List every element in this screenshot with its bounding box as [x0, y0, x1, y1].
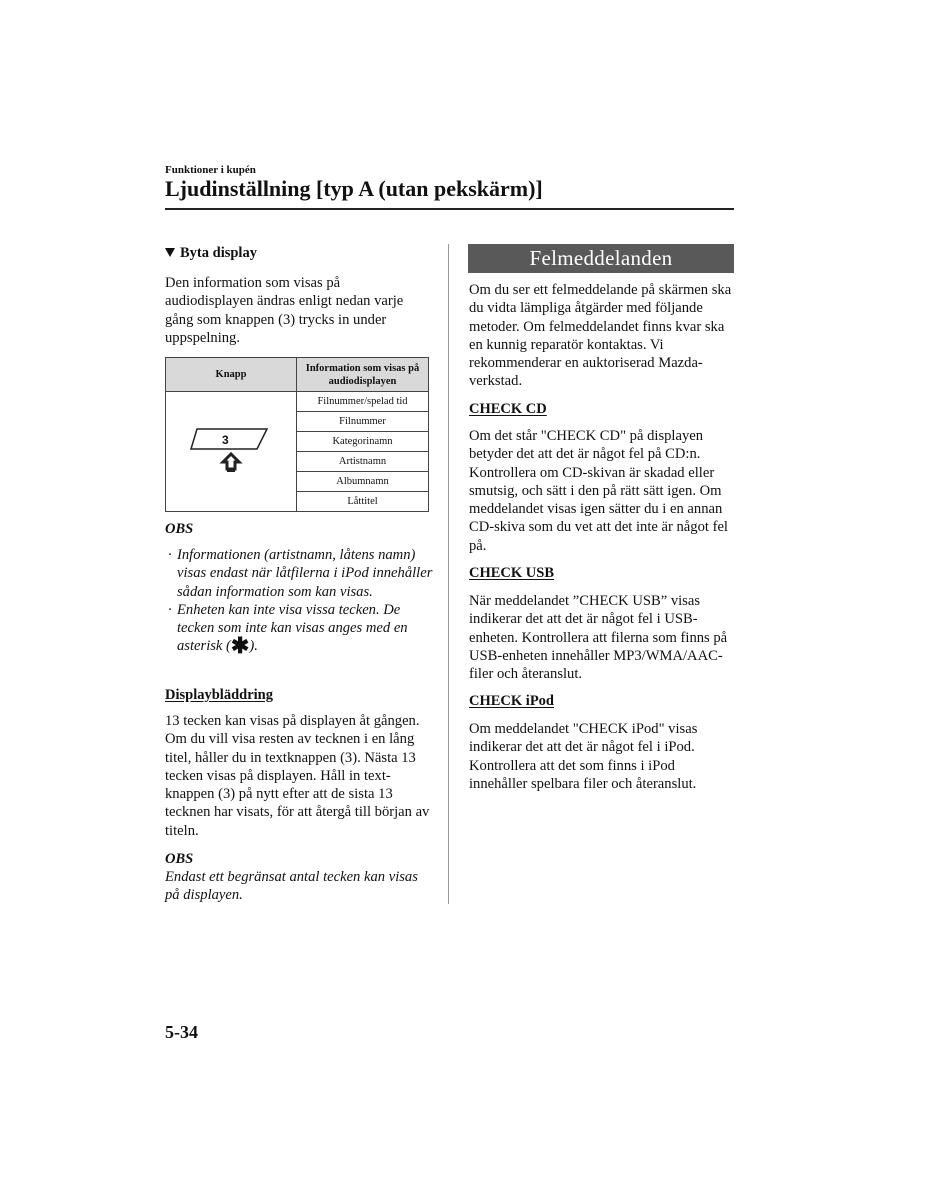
- page-number: 5-34: [165, 1022, 198, 1042]
- obs-bullet: · Enheten kan inte visa vissa tecken. De tecken som inte kan visas anges med en asterisk (✱).: [168, 601, 408, 659]
- check-ipod-heading: CHECK iPod: [469, 693, 554, 709]
- byta-display-heading: Byta display: [165, 244, 431, 262]
- obs-bullet: · Informationen (artistnamn, låtens namn) visas endast när låtfilerna i iPod innehåller sådan information som kan visas.: [168, 547, 433, 600]
- felmeddelanden-banner: Felmeddelanden: [468, 244, 734, 273]
- check-ipod-text: Om meddelandet "CHECK iPod" visas indikerar det att det är något fel i iPod. Kontrollera att det som finns i iPod innehåller spelbara filer och återanslut.: [469, 721, 698, 792]
- obs-label: OBS: [165, 851, 194, 867]
- display-info-table: [165, 357, 429, 512]
- check-usb-heading: CHECK USB: [469, 565, 555, 581]
- obs-notes: [165, 546, 435, 659]
- table-cell-info: Låttitel: [297, 492, 429, 512]
- button-illustration-cell: [166, 392, 297, 512]
- table-cell-info: Filnummer/spelad tid: [297, 392, 429, 412]
- table-row: [166, 392, 429, 412]
- displayblaeddring-heading: Displaybläddring: [165, 687, 273, 703]
- page-title: Ljudinställning [typ A (utan pekskärm)]: [165, 176, 543, 201]
- triangle-down-icon: [165, 248, 175, 257]
- button-3-icon: [189, 425, 273, 475]
- check-usb-text: När meddelandet ”CHECK USB” visas indikerar det att det är något fel i USB-enheten. Kontrollera att filerna som finns på USB-enheten innehåller MP3/WMA/AAC-filer och återanslut.: [469, 593, 728, 683]
- table-cell-info: Filnummer: [297, 412, 429, 432]
- running-head: Funktioner i kupén: [165, 164, 256, 176]
- byta-display-paragraph: Den information som visas på audiodisplayen ändras enligt nedan varje gång som knappen (3) trycks in under uppspelning.: [165, 275, 404, 346]
- asterisk-icon: ✱: [230, 633, 250, 659]
- obs-note-text: Endast ett begränsat antal tecken kan visas på displayen.: [165, 869, 418, 904]
- title-rule: [165, 208, 734, 210]
- button-3-label: 3: [222, 432, 229, 447]
- table-header-information: Information som visas på audiodisplayen: [297, 358, 429, 392]
- check-cd-text: Om det står "CHECK CD" på displayen betyder det att det är något fel på CD:n. Kontrollera om CD-skivan är skadad eller smutsig, och sätt i den på rätt sätt igen. Om meddelandet visas igen sätter du i en annan CD-skiva som du vet att det inte är något fel på.: [469, 428, 728, 554]
- table-header-knapp: Knapp: [166, 358, 297, 392]
- press-arrow-icon: [223, 454, 239, 469]
- table-header-row: [166, 358, 429, 392]
- table-cell-info: Albumnamn: [297, 472, 429, 492]
- check-cd-heading: CHECK CD: [469, 401, 547, 417]
- table-cell-info: Kategorinamn: [297, 432, 429, 452]
- displayblaeddring-paragraph: 13 tecken kan visas på displayen åt gången. Om du vill visa resten av tecknen i en lång titel, håller du in textknappen (3). Nästa 13 tecken visas på displayen. Håll in text-knappen (3) på nytt efter att de sista 13 tecknen har visats, för att återgå till början av titeln.: [165, 713, 430, 839]
- felmeddelanden-intro: Om du ser ett felmeddelande på skärmen ska du vidta lämpliga åtgärder med följande metoder. Om felmeddelandet finns kvar ska en kunnig reparatör kontaktas. Vi rekommenderar en auktoriserad Mazda-verkstad.: [469, 282, 732, 390]
- obs-label: OBS: [165, 521, 194, 537]
- table-cell-info: Artistnamn: [297, 452, 429, 472]
- column-divider: [448, 244, 449, 904]
